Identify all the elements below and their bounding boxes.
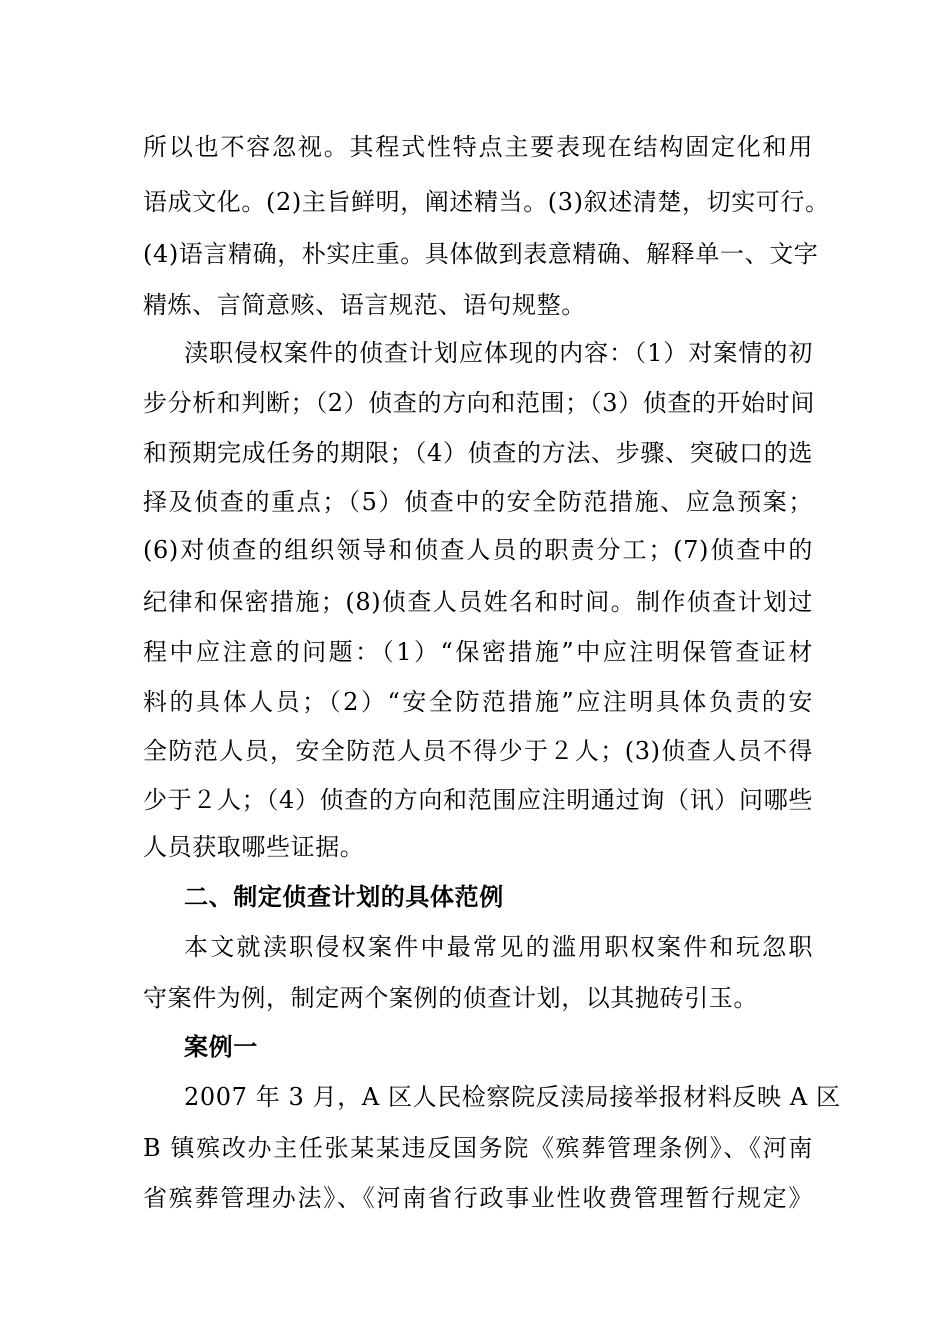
text-line: B 镇殡改办主任张某某违反国务院《殡葬管理条例》、《河南	[143, 1134, 813, 1162]
text-line: (4)语言精确，朴实庄重。具体做到表意精确、解释单一、文字	[143, 240, 819, 268]
section-heading: 二、制定侦查计划的具体范例	[184, 883, 504, 911]
text-line: 所以也不容忽视。其程式性特点主要表现在结构固定化和用	[143, 133, 813, 161]
text-line: 料的具体人员；（2）“安全防范措施”应注明具体负责的安	[143, 688, 813, 716]
text-line: 省殡葬管理办法》、《河南省行政事业性收费管理暂行规定》	[143, 1184, 813, 1212]
text-line: (6)对侦查的组织领导和侦查人员的职责分工；(7)侦查中的	[143, 536, 813, 564]
text-line: 语成文化。(2)主旨鲜明，阐述精当。(3)叙述清楚，切实可行。	[143, 188, 830, 216]
text-line: 纪律和保密措施；(8)侦查人员姓名和时间。制作侦查计划过	[143, 588, 813, 616]
text-line: 本文就渎职侵权案件中最常见的滥用职权案件和玩忽职	[184, 933, 813, 961]
text-line: 择及侦查的重点；（5）侦查中的安全防范措施、应急预案；	[143, 488, 813, 516]
text-line: 人员获取哪些证据。	[143, 833, 365, 861]
text-line: 全防范人员，安全防范人员不得少于２人；(3)侦查人员不得	[143, 737, 813, 765]
text-line: 和预期完成任务的期限；（4）侦查的方法、步骤、突破口的选	[143, 439, 813, 467]
text-line: 步分析和判断；（2）侦查的方向和范围；（3）侦查的开始时间	[143, 389, 815, 417]
text-line: 2007 年 3 月，A 区人民检察院反渎局接举报材料反映 A 区	[184, 1083, 841, 1111]
text-line: 少于２人；（4）侦查的方向和范围应注明通过询（讯）问哪些	[143, 786, 813, 814]
text-line: 守案件为例，制定两个案例的侦查计划，以其抛砖引玉。	[143, 984, 758, 1012]
text-line: 精炼、言简意赅、语言规范、语句规整。	[143, 291, 586, 319]
text-line: 渎职侵权案件的侦查计划应体现的内容：（1）对案情的初	[184, 339, 813, 367]
text-line: 程中应注意的问题：（1）“保密措施”中应注明保管查证材	[143, 638, 813, 666]
case-heading: 案例一	[184, 1033, 258, 1061]
